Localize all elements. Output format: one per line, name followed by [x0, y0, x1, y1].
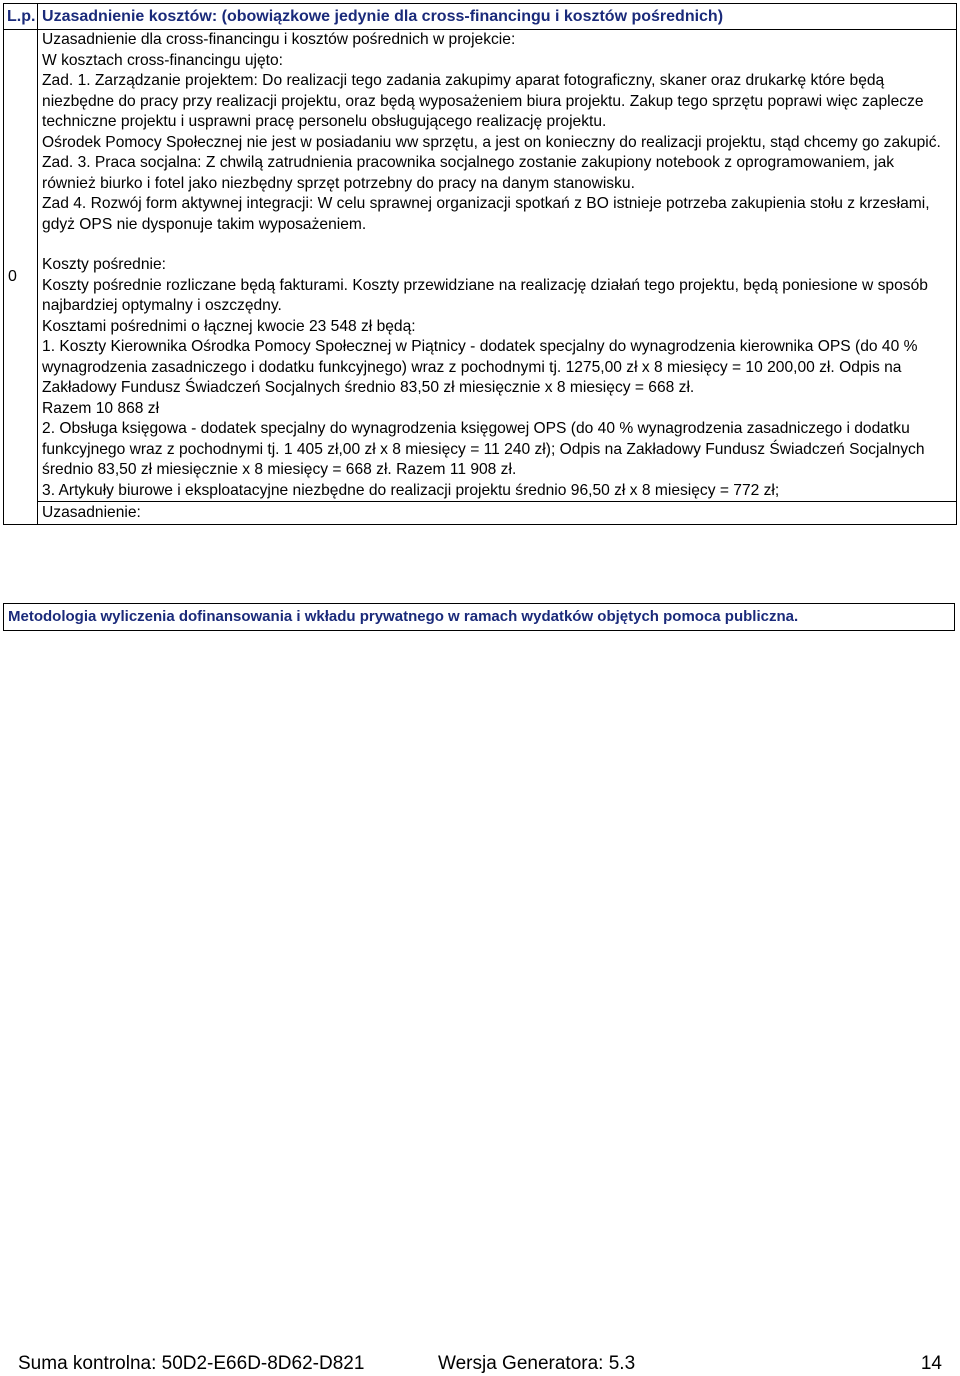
checksum-text: Suma kontrolna: 50D2-E66D-8D62-D821	[18, 1353, 365, 1374]
indirect-costs-total: Kosztami pośrednimi o łącznej kwocie 23 548 zł będą:	[42, 317, 416, 335]
task-4-paragraph: Zad 4. Rozwój form aktywnej integracji: W celu sprawnej organizacji spotkań z BO istnieje potrzeba zakupienia stołu z krzesłami, gdyż OPS nie dysponuje takim wyposażeniem.	[42, 195, 930, 233]
task-1-paragraph: Zad. 1. Zarządzanie projektem: Do realizacji tego zadania zakupimy aparat fotograficzny, skaner oraz drukarkę które będą niezbędne do pracy przy realizacji projektu, oraz będą wyposażeniem biura projektu. Zakup tego sprzętu poprawi więc zaplecze techniczne projektu i usprawni pracę personelu obsługującego realizację projektu.	[42, 72, 924, 130]
table-header-row	[4, 4, 957, 30]
indirect-cost-item-3: 3. Artykuły biurowe i eksploatacyjne niezbędne do realizacji projektu średnio 96,50 zł x 8 miesięcy = 772 zł;	[42, 481, 780, 499]
indirect-costs-invoices: Koszty pośrednie rozliczane będą fakturami. Koszty przewidziane na realizację działań tego projektu, będą poniesione w sposób najbardziej optymalny i oszczędny.	[42, 276, 928, 314]
justification-content	[38, 30, 957, 502]
ops-equipment-paragraph: Ośrodek Pomocy Społecznej nie jest w posiadaniu ww sprzętu, a jest on konieczny do realizacji projektu, stąd chcemy go zakupić.	[42, 133, 941, 151]
header-title: Uzasadnienie kosztów: (obowiązkowe jedynie dla cross-financingu i kosztów pośrednich)	[38, 4, 957, 30]
generator-version: Wersja Generatora: 5.3	[438, 1353, 636, 1374]
table-row	[4, 30, 957, 502]
cross-financing-intro: Uzasadnienie dla cross-financingu i kosztów pośrednich w projekcie:	[42, 31, 516, 48]
methodology-section-title: Metodologia wyliczenia dofinansowania i wkładu prywatnego w ramach wydatków objętych pomoca publiczna.	[3, 603, 955, 631]
costs-justification-table	[3, 3, 957, 525]
justification-label: Uzasadnienie:	[38, 502, 957, 525]
row-number: 0	[4, 30, 38, 525]
cross-financing-heading: W kosztach cross-financingu ujęto:	[42, 51, 283, 69]
justification-row	[4, 502, 957, 525]
page-number: 14	[920, 1353, 942, 1374]
indirect-cost-item-2: 2. Obsługa księgowa - dodatek specjalny do wynagrodzenia księgowej OPS (do 40 % wynagrodzenia zasadniczego i dodatku funkcyjnego wraz z pochodnymi tj. 1 405 zł,00 zł x 8 miesięcy = 11 240 zł); Odpis na Zakładowy Fundusz Świadczeń Socjalnych średnio 83,50 zł miesięcznie x 8 miesięcy = 668 zł. Razem 11 908 zł.	[42, 420, 925, 478]
page-footer	[0, 1352, 960, 1376]
header-lp: L.p.	[4, 4, 38, 30]
task-3-paragraph: Zad. 3. Praca socjalna: Z chwilą zatrudnienia pracownika socjalnego zostanie zakupiony notebook z oprogramowaniem, jak również biurko i fotel jako niezbędny sprzęt potrzebny do pracy na danym stanowisku.	[42, 154, 895, 192]
indirect-cost-item-1: 1. Koszty Kierownika Ośrodka Pomocy Społecznej w Piątnicy - dodatek specjalny do wynagrodzenia kierownika OPS (do 40 % wynagrodzenia zasadniczego i dodatku funkcyjnego) wraz z pochodnymi tj. 1275,00 zł x 8 miesięcy = 10 200,00 zł. Odpis na Zakładowy Fundusz Świadczeń Socjalnych średnio 83,50 zł miesięcznie x 8 miesięcy = 668 zł.	[42, 338, 918, 396]
indirect-costs-heading: Koszty pośrednie:	[42, 256, 166, 273]
indirect-cost-item-1-total: Razem 10 868 zł	[42, 399, 160, 417]
